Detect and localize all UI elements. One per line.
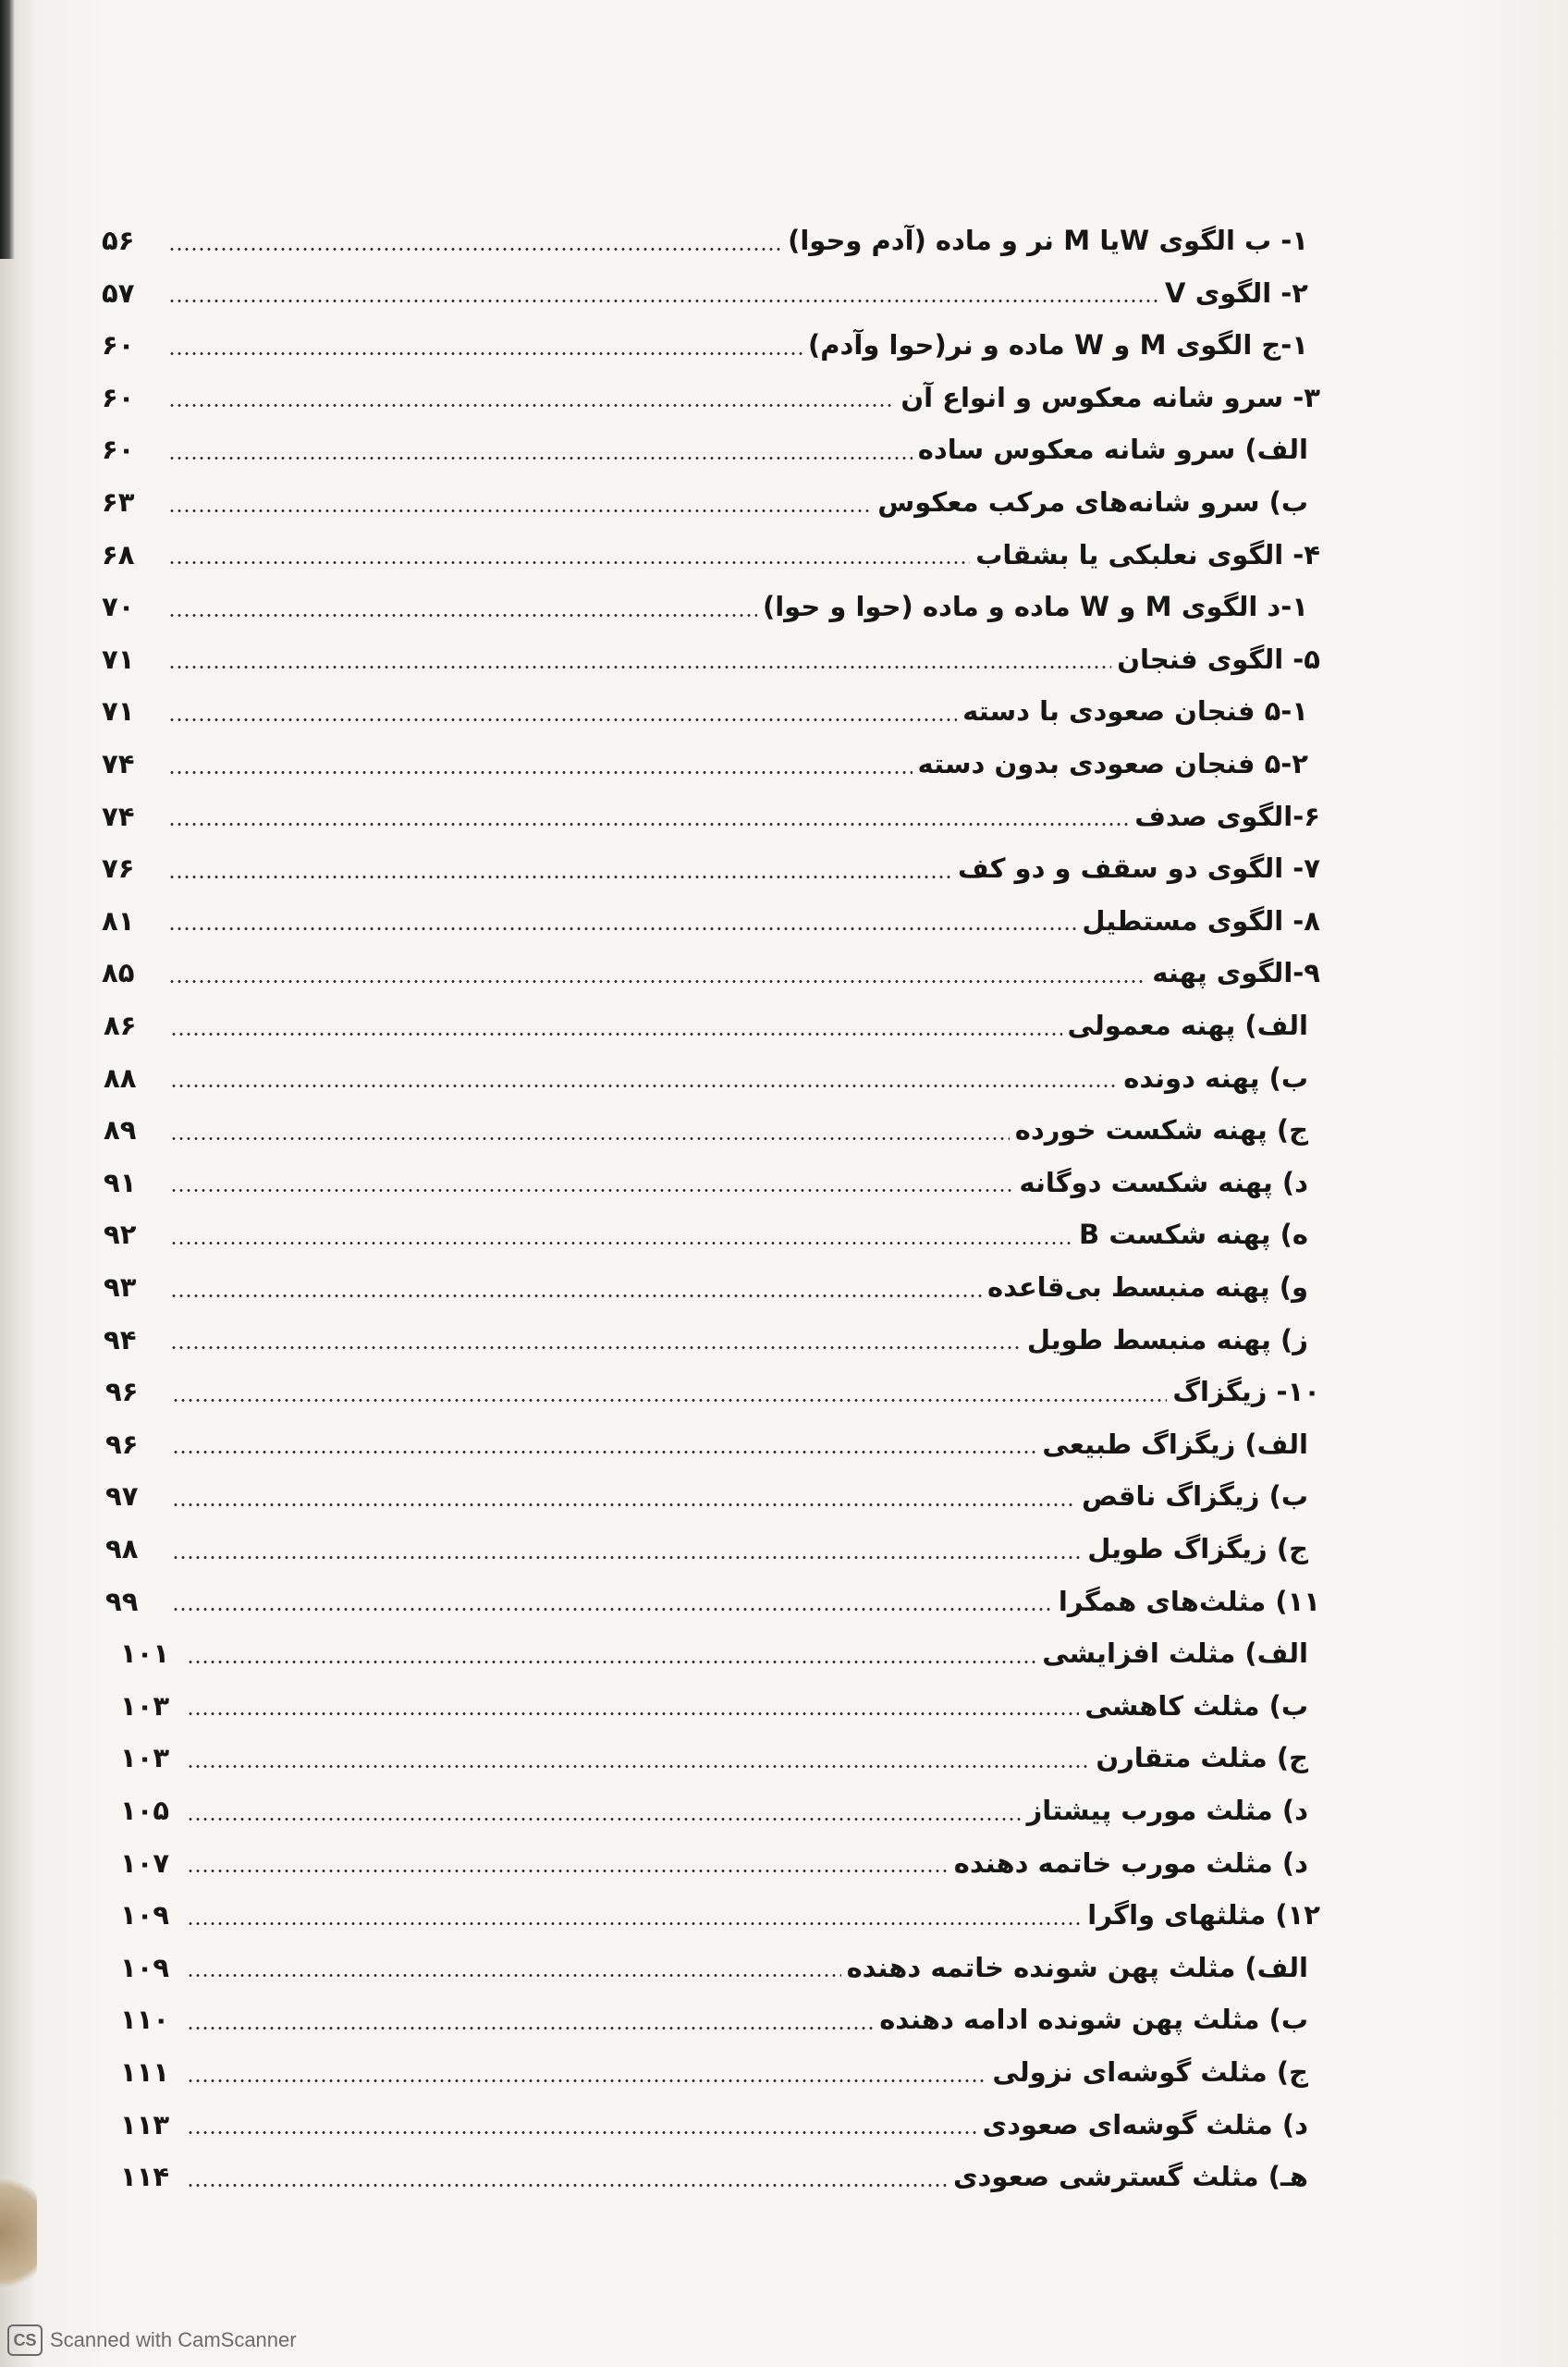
toc-entry <box>104 1208 1308 1260</box>
toc-entry-title: ۴- الگوی نعلبکی یا بشقاب <box>975 538 1320 570</box>
toc-entry <box>102 947 1320 999</box>
toc-leader-dots <box>170 1085 1118 1087</box>
toc-entry-title: ۱۰- زیگزاگ <box>1172 1376 1320 1408</box>
toc-entry-title: ج) مثلث گوشه‌ای نزولی <box>992 2056 1308 2088</box>
toc-entry <box>120 1993 1308 2045</box>
toc-entry <box>102 529 1320 581</box>
toc-entry-title: ب) مثلث پهن شونده ادامه دهنده <box>879 2004 1308 2036</box>
toc-entry-title: ب) سرو شانه‌های مرکب معکوس <box>877 486 1308 518</box>
camscanner-watermark <box>7 2324 297 2356</box>
toc-entry-title: ب) زیگزاگ ناقص <box>1081 1480 1308 1513</box>
toc-entry <box>120 2046 1308 2098</box>
toc-entry-title: ج) مثلث متقارن <box>1096 1742 1308 1774</box>
watermark-text: Scanned with CamScanner <box>50 2328 297 2351</box>
toc-leader-dots <box>170 1294 982 1297</box>
table-of-contents <box>102 215 1359 2230</box>
toc-page-number: ۱۰۷ <box>120 1846 170 1879</box>
toc-entry-title: ۱- ب الگوی Wیا M نر و ماده (آدم وحوا) <box>788 225 1308 256</box>
toc-entry <box>102 842 1320 894</box>
toc-page-number: ۹۴ <box>104 1323 137 1355</box>
toc-entry <box>120 1732 1308 1784</box>
toc-leader-dots <box>170 1346 1022 1349</box>
toc-page-number: ۱۰۳ <box>120 1689 170 1722</box>
toc-leader-dots <box>168 823 1129 826</box>
toc-entry-title: ۵-۱ فنجان صعودی با دسته <box>962 695 1308 728</box>
toc-page-number: ۹۹ <box>105 1585 139 1617</box>
toc-page-number: ۸۸ <box>104 1061 137 1094</box>
toc-entry-title: ب) پهنه دونده <box>1123 1061 1308 1094</box>
toc-page-number: ۷۱ <box>102 643 135 675</box>
toc-page-number: ۶۸ <box>102 538 135 570</box>
toc-entry-title: ۵-۲ فنجان صعودی بدون دسته <box>917 748 1308 779</box>
toc-leader-dots <box>170 1033 1062 1036</box>
toc-leader-dots <box>170 1242 1073 1245</box>
toc-entry-title: ۵- الگوی فنجان <box>1117 643 1320 675</box>
toc-entry <box>102 895 1320 947</box>
toc-entry-title: الف) سرو شانه معکوس ساده <box>917 434 1308 466</box>
toc-leader-dots <box>168 876 952 878</box>
toc-entry <box>102 423 1308 475</box>
toc-entry <box>120 1942 1308 1993</box>
toc-leader-dots <box>187 2131 977 2134</box>
toc-entry-title: د) پهنه شکست دوگانه <box>1019 1166 1308 1198</box>
toc-entry-title: الف) زیگزاگ طبیعی <box>1042 1428 1308 1460</box>
toc-leader-dots <box>172 1556 1082 1559</box>
toc-page-number: ۹۸ <box>105 1533 139 1564</box>
toc-leader-dots <box>168 300 1159 302</box>
toc-leader-dots <box>187 1765 1090 1768</box>
toc-page-number: ۶۳ <box>102 486 135 518</box>
toc-leader-dots <box>168 666 1111 668</box>
toc-page-number: ۱۱۰ <box>120 2004 170 2036</box>
toc-entry-title: ۱۱) مثلث‌های همگرا <box>1058 1585 1320 1617</box>
toc-entry-title: ج) زیگزاگ طویل <box>1087 1533 1308 1564</box>
toc-entry <box>105 1576 1320 1627</box>
toc-entry <box>105 1470 1308 1522</box>
toc-leader-dots <box>172 1451 1036 1453</box>
toc-entry-title: ۶-الگوی صدف <box>1134 800 1320 832</box>
toc-entry <box>120 1627 1308 1679</box>
toc-entry <box>120 2099 1308 2151</box>
toc-page-number: ۱۱۱ <box>120 2056 170 2088</box>
toc-entry-title: د) مثلث مورب پیشتاز <box>1026 1795 1308 1826</box>
toc-page-number: ۹۷ <box>105 1480 139 1513</box>
toc-leader-dots <box>168 614 757 617</box>
toc-entry <box>102 738 1308 790</box>
toc-leader-dots <box>168 927 1076 930</box>
toc-entry <box>104 1261 1308 1313</box>
camscanner-logo-icon: CS <box>7 2324 43 2356</box>
toc-entry-title: ۱-د الگوی M و W ماده و ماده (حوا و حوا) <box>762 591 1308 623</box>
toc-page-number: ۶۰ <box>102 329 135 362</box>
toc-entry <box>102 685 1308 737</box>
toc-entry-title: ز) پهنه منبسط طویل <box>1026 1323 1308 1355</box>
toc-entry <box>102 267 1308 319</box>
toc-page-number: ۹۶ <box>105 1376 139 1408</box>
toc-leader-dots <box>168 404 895 407</box>
toc-leader-dots <box>168 352 802 355</box>
toc-page-number: ۹۲ <box>104 1219 137 1251</box>
toc-entry <box>102 372 1320 423</box>
toc-page-number: ۸۵ <box>102 957 135 989</box>
toc-entry-title: ۸- الگوی مستطیل <box>1082 904 1320 937</box>
toc-page-number: ۸۹ <box>104 1114 137 1147</box>
toc-entry-title: ب) مثلث کاهشی <box>1084 1689 1308 1722</box>
toc-page-number: ۷۰ <box>102 591 135 623</box>
toc-entry-title: و) پهنه منبسط بی‌قاعده <box>986 1271 1308 1303</box>
toc-entry <box>120 2151 1308 2202</box>
toc-entry-title: الف) مثلث افزایشی <box>1042 1637 1308 1670</box>
toc-entry <box>120 1784 1308 1836</box>
toc-leader-dots <box>187 1870 949 1872</box>
toc-page-number: ۷۴ <box>102 748 135 779</box>
toc-page-number: ۷۴ <box>102 800 135 832</box>
toc-entry <box>105 1366 1320 1417</box>
toc-page-number: ۱۰۱ <box>120 1637 170 1670</box>
toc-page-number: ۸۶ <box>104 1010 137 1041</box>
toc-entry <box>120 1680 1308 1732</box>
toc-leader-dots <box>187 1818 1022 1821</box>
toc-entry <box>105 1418 1308 1470</box>
toc-leader-dots <box>170 1137 1010 1140</box>
toc-leader-dots <box>168 561 970 564</box>
toc-entry <box>104 1000 1308 1051</box>
toc-entry-title: ۱-ج الگوی M و W ماده و نر(حوا وآدم) <box>807 329 1308 362</box>
toc-page-number: ۱۰۵ <box>120 1795 170 1826</box>
toc-entry <box>104 1314 1308 1366</box>
toc-entry <box>102 215 1308 266</box>
toc-entry <box>105 1523 1308 1575</box>
toc-page-number: ۱۰۹ <box>120 1951 170 1983</box>
toc-page-number: ۱۰۳ <box>120 1742 170 1774</box>
toc-leader-dots <box>187 2079 986 2082</box>
toc-leader-dots <box>168 771 913 774</box>
toc-entry-title: ۳- سرو شانه معکوس و انواع آن <box>900 381 1320 413</box>
toc-page-number: ۹۳ <box>104 1271 137 1303</box>
toc-leader-dots <box>168 457 913 460</box>
toc-entry <box>120 1889 1320 1941</box>
toc-entry-title: ۱۲) مثلثهای واگرا <box>1087 1899 1320 1932</box>
toc-entry <box>120 1837 1308 1889</box>
toc-page-number: ۷۶ <box>102 852 135 885</box>
toc-page-number: ۱۱۳ <box>120 2108 170 2140</box>
toc-page-number: ۱۱۴ <box>120 2161 170 2193</box>
toc-entry-title: د) مثلث گوشه‌ای صعودی <box>982 2108 1308 2140</box>
thumb-shadow <box>0 2164 37 2302</box>
toc-leader-dots <box>187 1661 1036 1663</box>
toc-entry <box>102 791 1320 842</box>
toc-entry-title: الف) پهنه معمولی <box>1067 1010 1308 1041</box>
page-edge-shadow <box>0 0 15 259</box>
toc-page-number: ۵۶ <box>102 225 135 256</box>
toc-entry-title: هـ) مثلث گسترشی صعودی <box>952 2161 1308 2193</box>
toc-entry-title: ه) پهنه شکست B <box>1078 1219 1308 1251</box>
toc-leader-dots <box>172 1608 1053 1611</box>
toc-leader-dots <box>170 1189 1013 1192</box>
toc-leader-dots <box>187 1922 1082 1925</box>
toc-entry-title: ۹-الگوی پهنه <box>1152 957 1320 989</box>
toc-page-number: ۹۱ <box>104 1166 137 1198</box>
toc-entry <box>102 633 1320 685</box>
toc-entry-title: الف) مثلث پهن شونده خاتمه دهنده <box>846 1951 1308 1983</box>
toc-page-number: ۷۱ <box>102 695 135 728</box>
toc-leader-dots <box>187 1974 841 1977</box>
toc-leader-dots <box>187 2027 874 2030</box>
toc-leader-dots <box>172 1503 1076 1506</box>
toc-entry <box>104 1157 1308 1208</box>
toc-entry-title: د) مثلث مورب خاتمه دهنده <box>953 1846 1308 1879</box>
toc-page-number: ۸۱ <box>102 904 135 937</box>
toc-leader-dots <box>187 1712 1079 1715</box>
toc-page-number: ۱۰۹ <box>120 1899 170 1932</box>
toc-leader-dots <box>168 509 872 512</box>
toc-page-number: ۶۰ <box>102 381 135 413</box>
toc-leader-dots <box>168 980 1146 983</box>
toc-leader-dots <box>172 1399 1167 1402</box>
toc-entry <box>102 581 1308 632</box>
toc-page-number: ۵۷ <box>102 276 135 309</box>
toc-entry <box>104 1104 1308 1156</box>
toc-page-number: ۶۰ <box>102 434 135 466</box>
toc-entry <box>102 319 1308 371</box>
toc-entry-title: ج) پهنه شکست خورده <box>1014 1114 1308 1147</box>
toc-entry <box>104 1052 1308 1104</box>
toc-leader-dots <box>187 2184 948 2187</box>
toc-entry-title: ۲- الگوی V <box>1164 276 1308 309</box>
toc-leader-dots <box>168 718 957 721</box>
toc-leader-dots <box>168 248 782 251</box>
toc-entry <box>102 476 1308 528</box>
toc-page-number: ۹۶ <box>105 1428 139 1460</box>
toc-entry-title: ۷- الگوی دو سقف و دو کف <box>958 852 1320 885</box>
